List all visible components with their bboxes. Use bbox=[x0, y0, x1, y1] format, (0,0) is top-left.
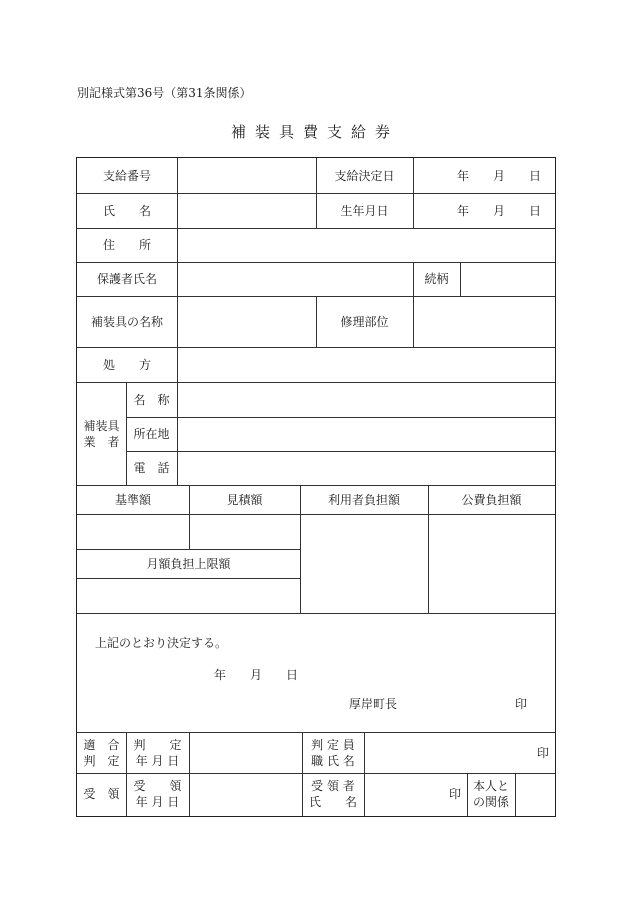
label-jusho: 住 所 bbox=[102, 238, 151, 252]
label-juryo-date-2: 年 月 日 bbox=[135, 795, 180, 809]
column-divider bbox=[515, 773, 516, 816]
label-mitsumori: 見積額 bbox=[226, 493, 263, 507]
row-divider bbox=[77, 578, 300, 579]
label-relation-2: の関係 bbox=[472, 795, 509, 809]
date-month: 月 bbox=[493, 169, 506, 183]
label-juryosha-1: 受 領 者 bbox=[311, 779, 355, 793]
column-divider bbox=[413, 158, 414, 193]
label-vendor-phone: 電 話 bbox=[133, 461, 170, 475]
decision-month: 月 bbox=[250, 668, 263, 682]
label-zokugara: 続柄 bbox=[424, 272, 449, 286]
column-divider bbox=[177, 347, 178, 382]
row-divider bbox=[77, 347, 555, 348]
decision-signer: 厚岸町長 bbox=[349, 697, 398, 711]
row-divider bbox=[126, 417, 555, 418]
row-divider bbox=[77, 732, 555, 733]
column-divider bbox=[413, 296, 414, 347]
juryo-seal: 印 bbox=[449, 787, 462, 801]
label-tekigo-1: 適 合 bbox=[83, 738, 120, 752]
label-riyosha: 利用者負担額 bbox=[327, 493, 400, 507]
row-divider bbox=[77, 382, 555, 383]
column-divider bbox=[177, 228, 178, 262]
label-hogosha: 保護者氏名 bbox=[96, 272, 157, 286]
label-vendor-line2: 業 者 bbox=[83, 435, 120, 449]
row-divider bbox=[77, 485, 555, 486]
label-hantei-2: 年 月 日 bbox=[135, 754, 180, 768]
label-getsugaku: 月額負担上限額 bbox=[146, 557, 231, 571]
date-year: 年 bbox=[457, 169, 470, 183]
column-divider bbox=[177, 382, 178, 485]
date-day: 日 bbox=[529, 169, 542, 183]
decision-day: 日 bbox=[286, 668, 299, 682]
column-divider bbox=[177, 296, 178, 347]
date-month: 月 bbox=[493, 204, 506, 218]
form-title: 補装具費支給券 bbox=[230, 123, 399, 141]
label-shimei: 氏 名 bbox=[102, 204, 151, 218]
row-divider bbox=[77, 228, 555, 229]
row-divider bbox=[77, 613, 555, 614]
label-hosougu-meisho: 補装具の名称 bbox=[90, 315, 163, 329]
row-divider bbox=[77, 549, 300, 550]
column-divider bbox=[177, 262, 178, 296]
label-shikyu-kettei-bi: 支給決定日 bbox=[334, 169, 395, 183]
column-divider bbox=[177, 158, 178, 193]
column-divider bbox=[460, 262, 461, 296]
label-juryo-date-1: 受 領 bbox=[133, 779, 182, 793]
column-divider bbox=[189, 732, 190, 816]
date-day: 日 bbox=[529, 204, 542, 218]
label-tekigo-2: 判 定 bbox=[83, 754, 120, 768]
label-juryosha-2: 氏 名 bbox=[308, 795, 357, 809]
label-hantei-in-1: 判 定 員 bbox=[311, 738, 355, 752]
date-year: 年 bbox=[457, 204, 470, 218]
label-seinengappi: 生年月日 bbox=[340, 204, 389, 218]
column-divider bbox=[413, 193, 414, 228]
label-hantei-in-2: 職 氏 名 bbox=[311, 754, 355, 768]
row-divider bbox=[77, 773, 555, 774]
decision-text: 上記のとおり決定する。 bbox=[95, 636, 228, 650]
label-shuri-bui: 修理部位 bbox=[340, 315, 389, 329]
label-shikyu-bango: 支給番号 bbox=[102, 169, 151, 183]
decision-year: 年 bbox=[214, 668, 227, 682]
label-kijun: 基準額 bbox=[114, 493, 151, 507]
label-vendor-name: 名 称 bbox=[133, 393, 170, 407]
row-divider bbox=[77, 262, 555, 263]
application-form-table bbox=[76, 157, 556, 817]
label-hantei-1: 判 定 bbox=[133, 738, 182, 752]
label-juryo: 受 領 bbox=[83, 787, 120, 801]
label-vendor-location: 所在地 bbox=[133, 427, 170, 441]
label-kohi: 公費負担額 bbox=[461, 493, 522, 507]
label-vendor-line1: 補装具 bbox=[83, 419, 120, 433]
column-divider bbox=[177, 193, 178, 228]
decision-seal: 印 bbox=[515, 697, 528, 711]
label-relation-1: 本人と bbox=[472, 779, 509, 793]
label-shohou: 処 方 bbox=[102, 358, 151, 372]
row-divider bbox=[77, 514, 555, 515]
column-divider bbox=[364, 732, 365, 816]
hantei-seal: 印 bbox=[537, 746, 550, 760]
row-divider bbox=[126, 451, 555, 452]
form-reference: 別記様式第36号（第31条関係） bbox=[77, 86, 252, 100]
